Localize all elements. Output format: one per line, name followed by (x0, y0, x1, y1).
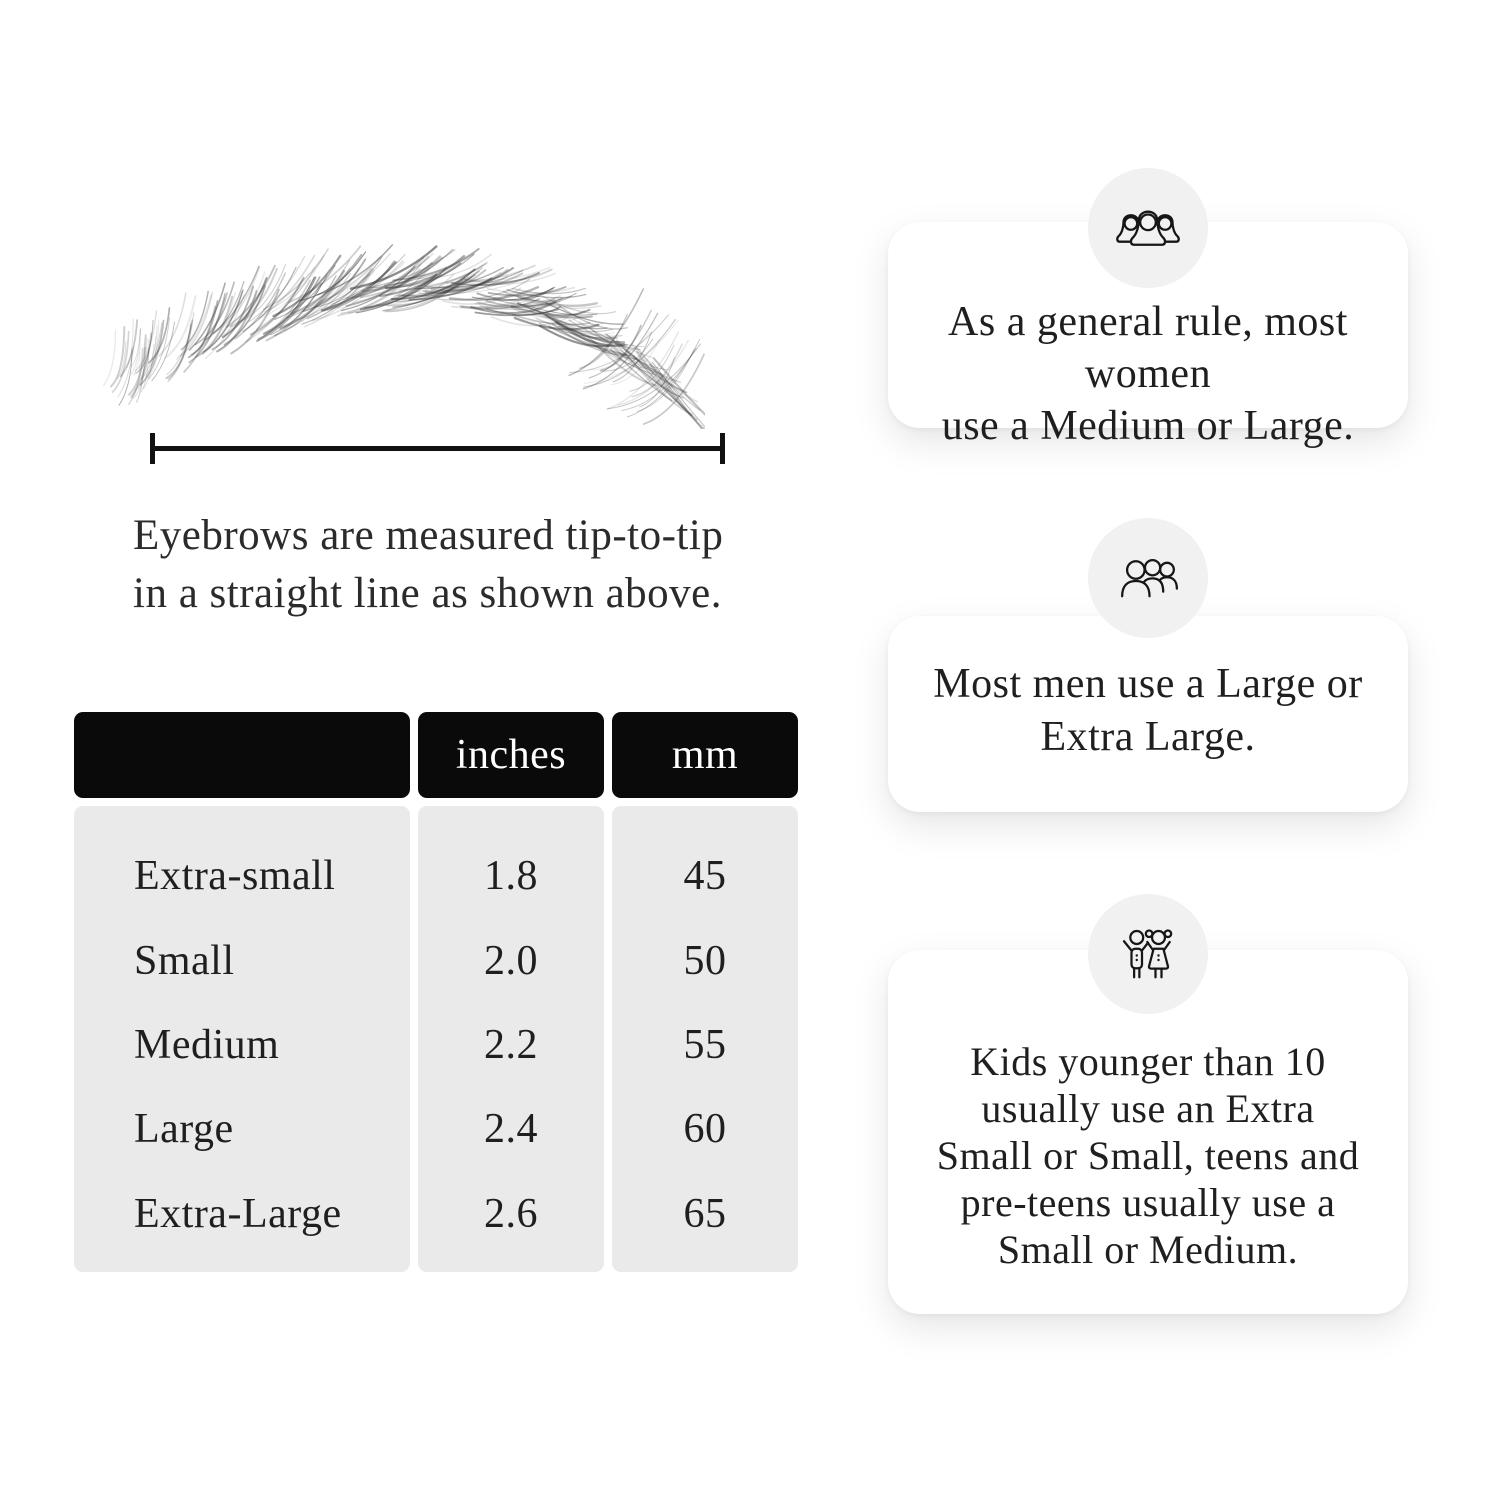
card-text-line: use a Medium or Large. (941, 403, 1355, 449)
table-header-mm: mm (612, 712, 798, 798)
inches-cell: 2.6 (484, 1190, 538, 1237)
mm-cell: 45 (683, 853, 727, 900)
size-cell: Extra-small (134, 853, 336, 900)
table-column-sizes (74, 806, 410, 1272)
eyebrow-illustration (103, 233, 705, 429)
caption-line: in a straight line as shown above. (133, 570, 723, 617)
card-text-line: As a general rule, most women (948, 299, 1348, 397)
size-cell: Large (134, 1106, 234, 1153)
men-group-icon (1110, 545, 1186, 611)
measurement-line (150, 446, 725, 451)
info-card-kids (888, 950, 1408, 1314)
table-header-size (74, 712, 410, 798)
size-cell: Extra-Large (134, 1190, 342, 1237)
table-column-mm (612, 806, 798, 1272)
mm-cell: 65 (683, 1190, 727, 1237)
mm-cell: 55 (683, 1021, 727, 1068)
kids-icon (1110, 921, 1186, 987)
measurement-tick-right (720, 433, 725, 464)
inches-cell: 2.2 (484, 1021, 538, 1068)
inches-cell: 1.8 (484, 853, 538, 900)
card-text-women (897, 296, 1399, 452)
card-text-line: pre-teens usually use a (960, 1180, 1336, 1225)
card-text-line: Extra Large. (1040, 714, 1256, 760)
inches-cell: 2.4 (484, 1106, 538, 1153)
icon-circle (1088, 894, 1208, 1014)
inches-cell: 2.0 (484, 937, 538, 984)
table-column-inches (418, 806, 604, 1272)
icon-circle (1088, 518, 1208, 638)
size-cell: Small (134, 937, 235, 984)
card-text-line: Most men use a Large or (933, 661, 1363, 707)
card-text-line: Small or Medium. (997, 1227, 1299, 1272)
mm-cell: 60 (683, 1106, 727, 1153)
info-card-women (888, 222, 1408, 449)
caption-line: Eyebrows are measured tip-to-tip (133, 512, 724, 559)
card-text-line: Small or Small, teens and (936, 1133, 1360, 1178)
card-text-men (897, 658, 1399, 764)
table-header-inches: inches (418, 712, 604, 798)
size-cell: Medium (134, 1021, 280, 1068)
measurement-caption (133, 507, 723, 623)
card-text-line: usually use an Extra (981, 1086, 1315, 1131)
card-text-line: Kids younger than 10 (970, 1039, 1326, 1084)
women-group-icon (1110, 195, 1186, 261)
mm-cell: 50 (683, 937, 727, 984)
card-text-kids (913, 1038, 1383, 1273)
icon-circle (1088, 168, 1208, 288)
info-card-men (888, 616, 1408, 812)
